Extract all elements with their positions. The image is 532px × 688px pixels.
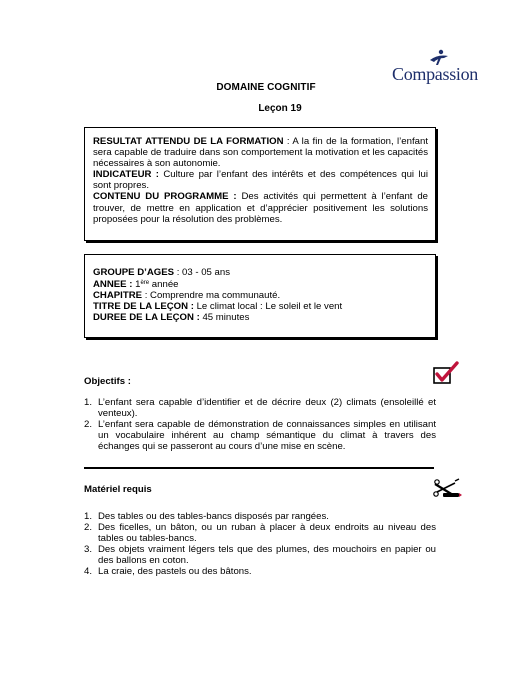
list-number: 4. [84,566,93,578]
logo-wordmark: Compassion [392,64,479,84]
duree-line [93,312,428,323]
list-text: Des tables ou des tables-bancs disposés par rangées. [98,511,329,522]
indicateur-paragraph [93,169,428,191]
lesson-number: Leçon 19 [258,103,302,114]
resultat-text: : A la fin de la formation, l’enfant sera capable de traduire dans son comportement la motivation et les capacités nécessaires à son autonomie. [93,136,428,170]
domain-title: DOMAINE COGNITIF [216,82,316,93]
list-number: 3. [84,544,93,556]
section-divider [84,467,434,469]
groupe-label: GROUPE D’AGES [93,267,175,278]
annee-text: année [149,279,179,291]
list-item [84,544,436,566]
materiel-heading: Matériel requis [84,484,152,495]
chapitre-label: CHAPITRE [93,290,143,302]
resultat-label: RESULTAT ATTENDU DE LA FORMATION [93,136,284,147]
duree-text: 45 minutes [199,312,250,324]
list-item [84,511,436,522]
list-text: La craie, des pastels ou des bâtons. [98,566,252,578]
titre-text: Le climat local : Le soleil et le vent [193,301,343,313]
list-number: 2. [84,419,93,431]
formation-results-box [84,127,436,241]
list-item [84,419,436,452]
titre-line [93,301,428,312]
indicateur-text: Culture par l’enfant des intérêts et des compétences qui lui sont propres. [93,169,428,192]
pencil-scissors-icon [433,478,463,500]
chapitre-text: : Comprendre ma communauté. [142,290,281,302]
groupe-text: : 03 - 05 ans [174,267,231,278]
contenu-paragraph [93,191,428,224]
annee-line [93,278,428,290]
lesson-info-box [84,254,436,338]
groupe-line [93,267,428,278]
resultat-paragraph [93,136,428,169]
list-item [84,566,436,577]
annee-num: 1 [132,279,141,291]
indicateur-label: INDICATEUR : [93,169,159,181]
annee-label: ANNEE : [93,279,133,291]
list-number: 2. [84,522,93,534]
list-number: 1. [84,397,93,408]
list-text: Des objets vraiment légers tels que des plumes, des mouchoirs en papier ou des ballons en coton. [98,544,436,567]
list-text: Des ficelles, un bâton, ou un ruban à placer à deux endroits au niveau des tables ou tables-bancs. [98,522,436,545]
list-text: L’enfant sera capable de démonstration de connaissances simples en utilisant un vocabulaire inhérent au champ sémantique du climat à travers des échanges qui se passeront au cours d’une mise en scène. [98,419,436,453]
objectifs-list [84,397,436,452]
list-text: L’enfant sera capable d’identifier et de décrire deux (2) climats (ensoleillé et venteux). [98,397,436,420]
objectifs-heading: Objectifs : [84,376,131,387]
annee-sup: ère [140,280,150,287]
titre-label: TITRE DE LA LEÇON : [93,301,194,313]
list-item [84,522,436,544]
compassion-logo [388,52,480,98]
contenu-label: CONTENU DU PROGRAMME : [93,191,237,203]
chapitre-line [93,290,428,301]
contenu-text: Des activités qui permettent à l’enfant de trouver, de mettre en application et d’apprécier positivement les solutions proposées pour la résolution des problèmes. [93,191,428,225]
checkbox-check-icon [433,361,459,385]
list-item [84,397,436,419]
materiel-list [84,511,436,578]
duree-label: DUREE DE LA LEÇON : [93,312,200,324]
list-number: 1. [84,511,93,522]
